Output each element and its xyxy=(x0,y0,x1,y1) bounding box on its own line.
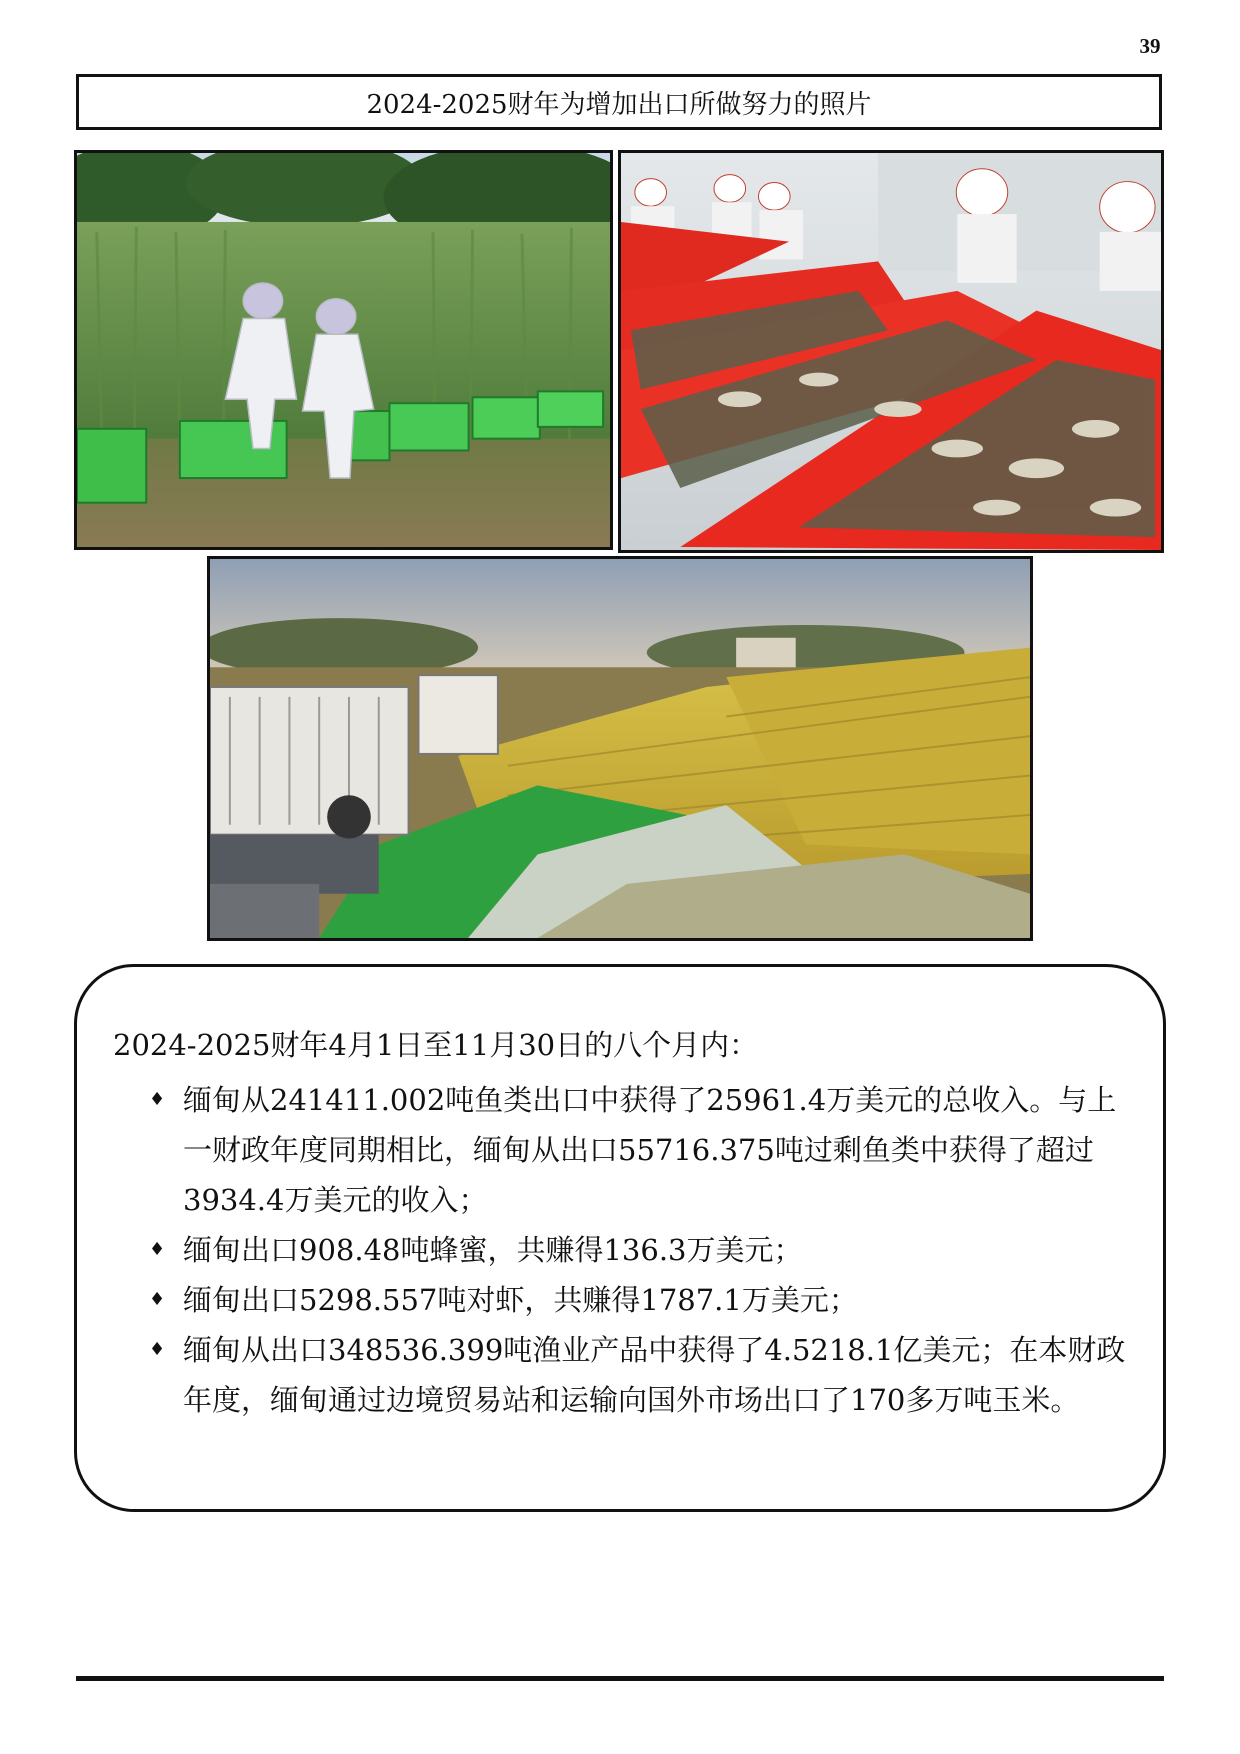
summary-bullet-list xyxy=(107,1075,1127,1425)
list-item xyxy=(107,1325,1127,1425)
footer-rule xyxy=(76,1676,1164,1681)
grain-sacks-photo xyxy=(207,556,1033,941)
diamond-bullet-icon: ♦ xyxy=(149,1089,166,1110)
list-item xyxy=(107,1275,1127,1325)
diamond-bullet-icon: ♦ xyxy=(149,1239,166,1260)
page-number: 39 xyxy=(1139,34,1161,58)
list-item xyxy=(107,1225,1127,1275)
bullet-text: 缅甸从出口348536.399吨渔业产品中获得了4.5218.1亿美元；在本财政年度，缅甸通过边境贸易站和运输向国外市场出口了170多万吨玉米。 xyxy=(183,1333,1126,1417)
summary-intro: 2024-2025财年4月1日至11月30日的八个月内： xyxy=(113,1028,759,1062)
shrimp-processing-photo xyxy=(618,150,1164,553)
export-summary-box xyxy=(74,964,1166,1512)
bullet-text: 缅甸出口5298.557吨对虾，共赚得1787.1万美元； xyxy=(183,1283,858,1317)
beekeepers-photo xyxy=(74,150,613,550)
page-title: 2024-2025财年为增加出口所做努力的照片 xyxy=(76,74,1162,130)
diamond-bullet-icon: ♦ xyxy=(149,1339,166,1360)
list-item xyxy=(107,1075,1127,1225)
diamond-bullet-icon: ♦ xyxy=(149,1289,166,1310)
bullet-text: 缅甸出口908.48吨蜂蜜，共赚得136.3万美元； xyxy=(183,1233,803,1267)
bullet-text: 缅甸从241411.002吨鱼类出口中获得了25961.4万美元的总收入。与上一财政年度同期相比，缅甸从出口55716.375吨过剩鱼类中获得了超过3934.4万美元的收入； xyxy=(183,1083,1117,1217)
